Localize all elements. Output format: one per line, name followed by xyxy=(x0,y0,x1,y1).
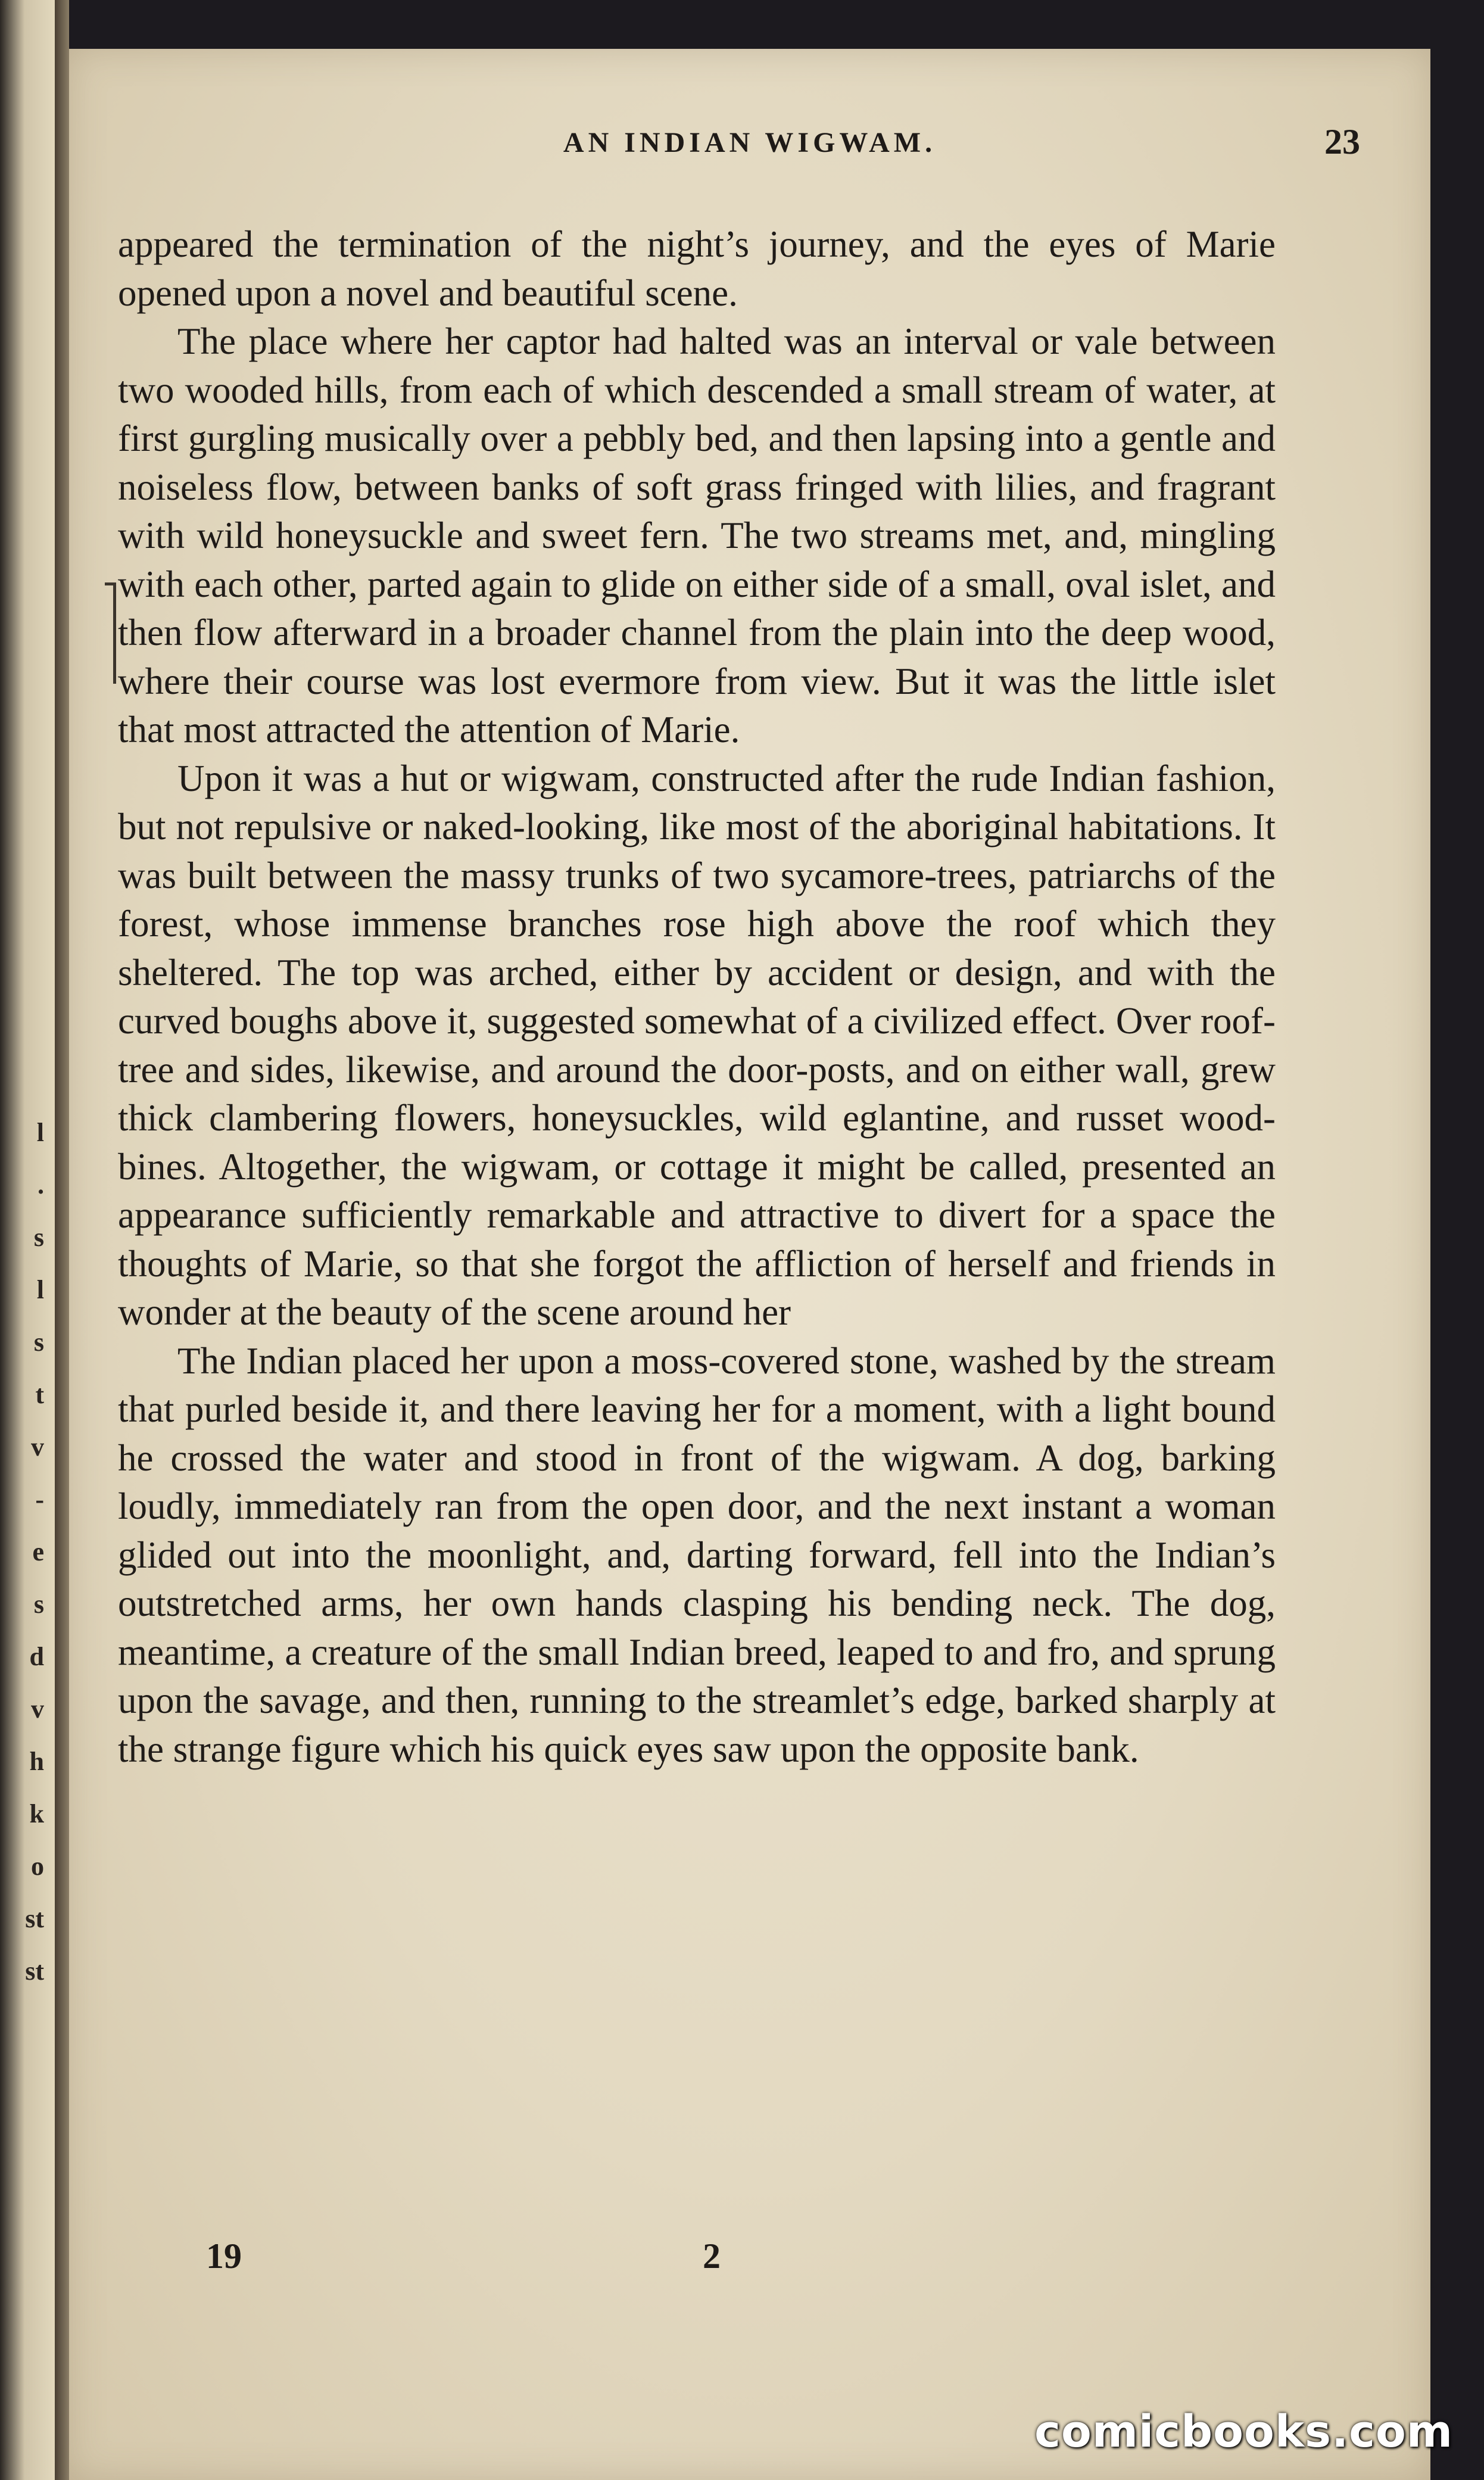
adjacent-fragment: s xyxy=(33,1328,44,1357)
adjacent-fragment: s xyxy=(33,1590,44,1619)
watermark: comicbooks.com xyxy=(1034,2406,1453,2457)
printer-signature: 19 xyxy=(206,2236,242,2276)
book-page xyxy=(69,49,1430,2480)
adjacent-fragment: l xyxy=(36,1275,44,1304)
adjacent-fragment: d xyxy=(29,1642,44,1671)
adjacent-fragment: k xyxy=(29,1799,44,1828)
adjacent-fragment: l xyxy=(36,1118,44,1147)
adjacent-fragment: s xyxy=(33,1223,44,1252)
adjacent-fragment: o xyxy=(31,1852,44,1881)
adjacent-fragment: v xyxy=(31,1432,44,1462)
paragraph: The Indian placed her upon a moss-covered stone, washed by the stream that purled beside it, and there leaving her for a moment, with a light bound he crossed the water and stood in front of the wigwam. A dog, barking loudly, immediately ran from the open door, and the next instant a woman glided out into the moonlight, and, darting forward, fell into the Indian’s outstretched arms, her own hands clasping his bending neck. The dog, meantime, a creature of the small Indian breed, leaped to and fro, and sprung upon the savage, and then, running to the streamlet’s edge, barked sharply at the strange figure which his quick eyes saw upon the opposite bank. xyxy=(118,1339,1276,1770)
adjacent-fragment: t xyxy=(35,1380,44,1409)
adjacent-page-edge xyxy=(0,0,55,2480)
adjacent-fragment: e xyxy=(32,1537,44,1566)
margin-pencil-mark xyxy=(113,582,116,684)
adjacent-fragment: v xyxy=(31,1694,44,1724)
paragraph: Upon it was a hut or wigwam, constructed after the rude Indian fashion, but not repulsive or naked-looking, like most of the aboriginal habitations. It was built between the massy trunks of two sycamore-trees, patriarchs of the forest, whose immense branches rose high above the roof which they sheltered. The top was arched, either by accident or design, and with the curved boughs above it, suggested somewhat of a civilized effect. Over roof-tree and sides, likewise, and around the door-posts, and on either wall, grew thick clambering flowers, honeysuckles, wild eglantine, and russet woodbines. Altogether, the wigwam, or cottage it might be called, presented an appearance sufficiently remarkable and attractive to divert for a space the thoughts of Marie, so that she forgot the affliction of herself and friends in wonder at the beauty of the scene around her xyxy=(118,757,1276,1333)
book-gutter xyxy=(55,0,69,2480)
adjacent-fragment: - xyxy=(35,1485,44,1514)
sheet-number: 2 xyxy=(703,2236,721,2276)
adjacent-page-fragments xyxy=(2,1120,44,1984)
adjacent-fragment: h xyxy=(29,1747,44,1776)
adjacent-fragment: st xyxy=(25,1904,44,1933)
running-head-title: AN INDIAN WIGWAM. xyxy=(563,127,937,158)
adjacent-fragment: st xyxy=(25,1956,44,1986)
page-number: 23 xyxy=(1324,122,1360,161)
paragraph: The place where her captor had halted was an interval or vale between two wooded hills, from each of which descended a small stream of water, at first gurgling musically over a pebbly bed, and then lapsing into a gentle and noiseless flow, between banks of soft grass fringed with lilies, and fragrant with wild honeysuckle and sweet fern. The two streams met, and, mingling with each other, parted again to glide on either side of a small, oval islet, and then flow afterward in a broader channel from the plain into the deep wood, where their course was lost evermore from view. But it was the little islet that most attracted the attention of Marie. xyxy=(118,320,1276,750)
body-text xyxy=(118,220,1276,1774)
adjacent-fragment: . xyxy=(38,1170,44,1200)
paragraph: appeared the termination of the night’s journey, and the eyes of Marie opened upon a novel and beautiful scene. xyxy=(118,223,1276,314)
